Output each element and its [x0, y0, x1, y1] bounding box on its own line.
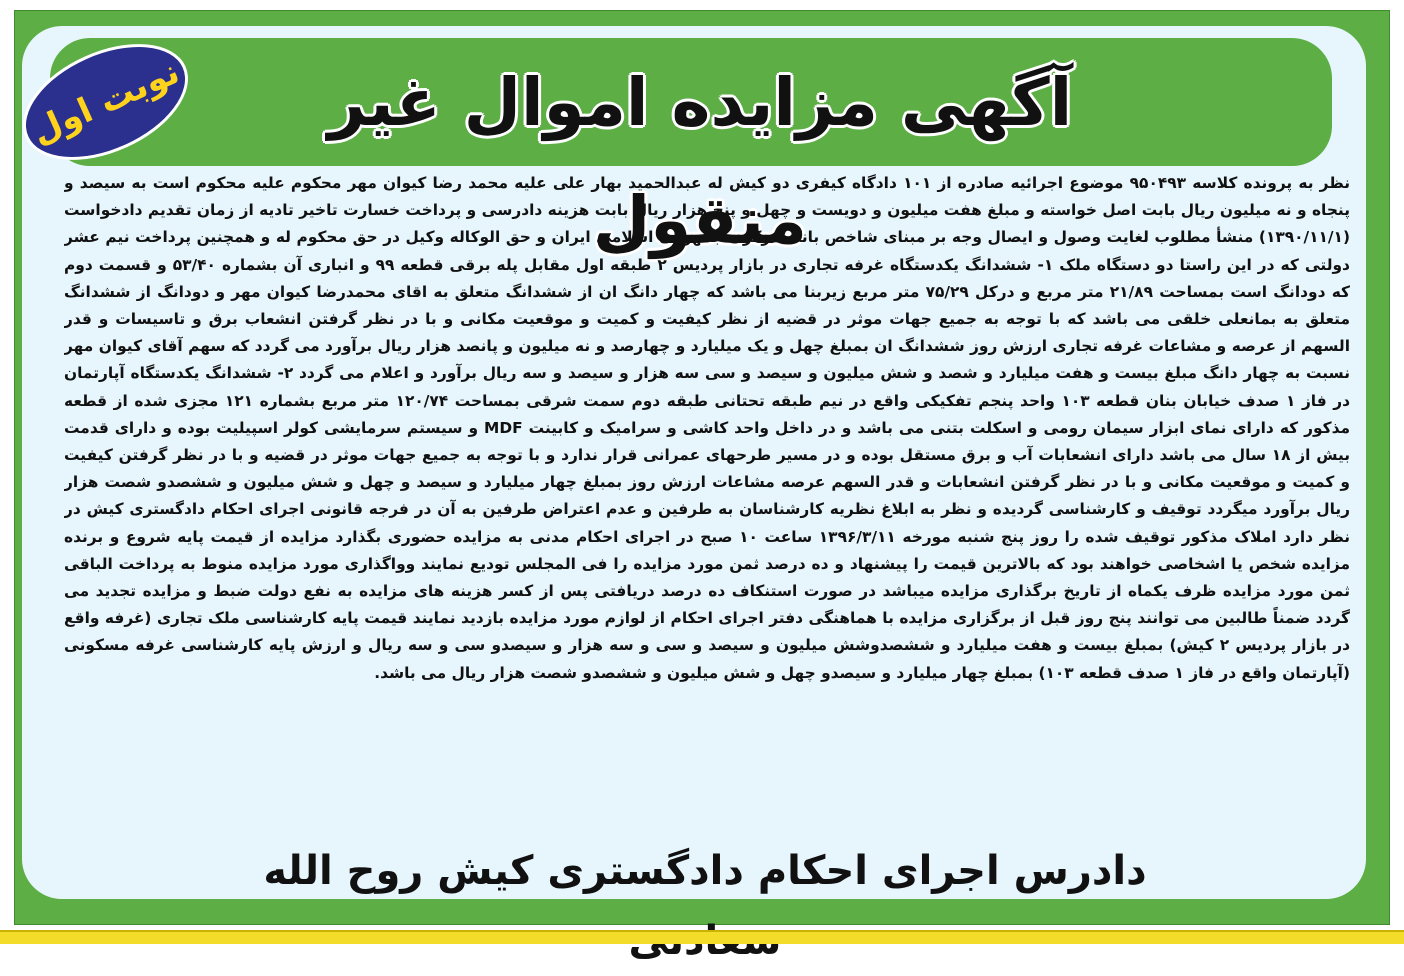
bottom-strip [0, 930, 1404, 944]
signature-line: دادرس اجرای احکام دادگستری کیش روح الله [263, 848, 1147, 894]
badge-label: نوبت اول [25, 51, 186, 153]
notice-body: نظر به پرونده کلاسه ۹۵۰۴۹۳ موضوع اجرائیه صادره از ۱۰۱ دادگاه کیفری دو کیش له عبدالحمید بهار علی علیه محمد رضا کیوان مهر محکوم علیه محکوم است به سیصد و پنجاه و نه میلیون ریال بابت اصل خواسته و مبلغ هفت میلیون و دویست و چهل و پنج هزار ریال بابت هزینه دادرسی و پرداخت خسارت تاخیر تادیه از زمان تقدیم دادخواست (۱۳۹۰/۱۱/۱) منشأ مطلوب لغایت وصول و ایصال وجه بر مبنای شاخص بانک مرکزی جمهوری اسلامی ایران و حق الوکاله وکیل در حق محکوم له و همچنین پرداخت نیم عشر دولتی که در این راستا دو دستگاه ملک ۱- ششدانگ یکدستگاه غرفه تجاری در بازار پردیس ۲ طبقه اول مقابل پله برقی قطعه ۹۹ و انباری آن بشماره ۵۳/۴۰ و قسمت دوم که دودانگ است بمساحت ۲۱/۸۹ متر مربع و درکل ۷۵/۲۹ متر مربع زیربنا می باشد که چهار دانگ ان از ششدانگ متعلق به اقای محمدرضا کیوان مهر و دودانگ از ششدانگ متعلق به بمانعلی خلقی می باشد که با توجه به جمیع جهات موثر در قضیه از نظر کیفیت و کمیت و موقعیت مکانی و با در نظر گرفتن انشعاب برق و تاسیسات و قدر السهم از عرصه و مشاعات غرفه تجاری ارزش روز ششدانگ ان بمبلغ چهل و یک میلیارد و چهارصد و نه میلیون و پانصد هزار ریال برآورد می گردد که سهم آقای کیوان مهر نسبت به چهار دانگ مبلغ بیست و هفت میلیارد و شصد و شش میلیون و سیصد و سی سه هزار و سیصد و سه ریال برآورد و اعلام می گردد ۲- ششدانگ یکدستگاه آپارتمان در فاز ۱ صدف خیابان بنان قطعه ۱۰۳ واحد پنجم تفکیکی واقع در نیم طبقه تحتانی طبقه دوم سمت شرقی بمساحت ۱۲۰/۷۴ متر مربع بشماره ۱۲۱ مجزی شده از قطعه مذکور که دارای نمای ابزار سیمان رومی و اسکلت بتنی می باشد و در داخل واحد کاشی و سرامیک و کابینت MDF و سیستم سرمایشی کولر اسپیلیت بوده و دارای قدمت بیش از ۱۸ سال می باشد دارای انشعابات آب و برق مستقل بوده و در مسیر طرحهای عمرانی قرار ندارد و با توجه به جمیع جهات موثر در قضیه و با در نظر گرفتن کیفیت و کمیت و موقعیت مکانی و با در نظر گرفتن انشعابات و قدر السهم عرصه مشاعات ارزش روز بمبلغ چهار میلیارد و سیصد و چهل و شش میلیون و ششصدو شصت هزار ریال برآورد میگردد توقیف و کارشناسی گردیده و نظر به ابلاغ نظریه کارشناسان به طرفین و عدم اعتراض طرفین به آن در فرجه قانونی اجرای احکام دادگستری کیش در نظر دارد املاک مذکور توقیف شده را روز پنج شنبه مورخه ۱۳۹۶/۳/۱۱ ساعت ۱۰ صبح در اجرای احکام مدنی به مزایده حضوری بگذارد مزایده از قیمت پایه شروع و برنده مزایده شخص یا اشخاصی خواهند بود که بالاترین قیمت را پیشنهاد و ده درصد ثمن مورد مزایده را فی المجلس تودیع نمایند وواگذاری مورد مزایده منوط به پرداخت الباقی ثمن مورد مزایده ظرف یکماه از تاریخ برگذاری مزایده میباشد در صورت استنکاف ده درصد دریافتی پس از کسر هزینه های مزایده به نفع دولت ضبط و مزایده تجدید می گردد ضمناً طالبین می توانند پنج روز قبل از برگزاری مزایده با هماهنگی دفتر اجرای احکام از لوازم مورد مزایده بازدید نمایند قیمت پایه کارشناسی ملک تجاری (غرفه واقع در بازار پردیس ۲ کیش) بمبلغ بیست و هفت میلیارد و ششصدوشش میلیون و سیصد و سی و سه هزار و سیصدو سی و سه ریال و ارزش پایه کارشناسی غرفه مسکونی (آپارتمان واقع در فاز ۱ صدف قطعه ۱۰۳) بمبلغ چهار میلیارد و سیصدو چهل و شش میلیون و ششصدو شصت هزار ریال می باشد. [64, 174, 1350, 682]
notice-title: آگهی مزایده اموال غیر منقول [327, 64, 1073, 259]
